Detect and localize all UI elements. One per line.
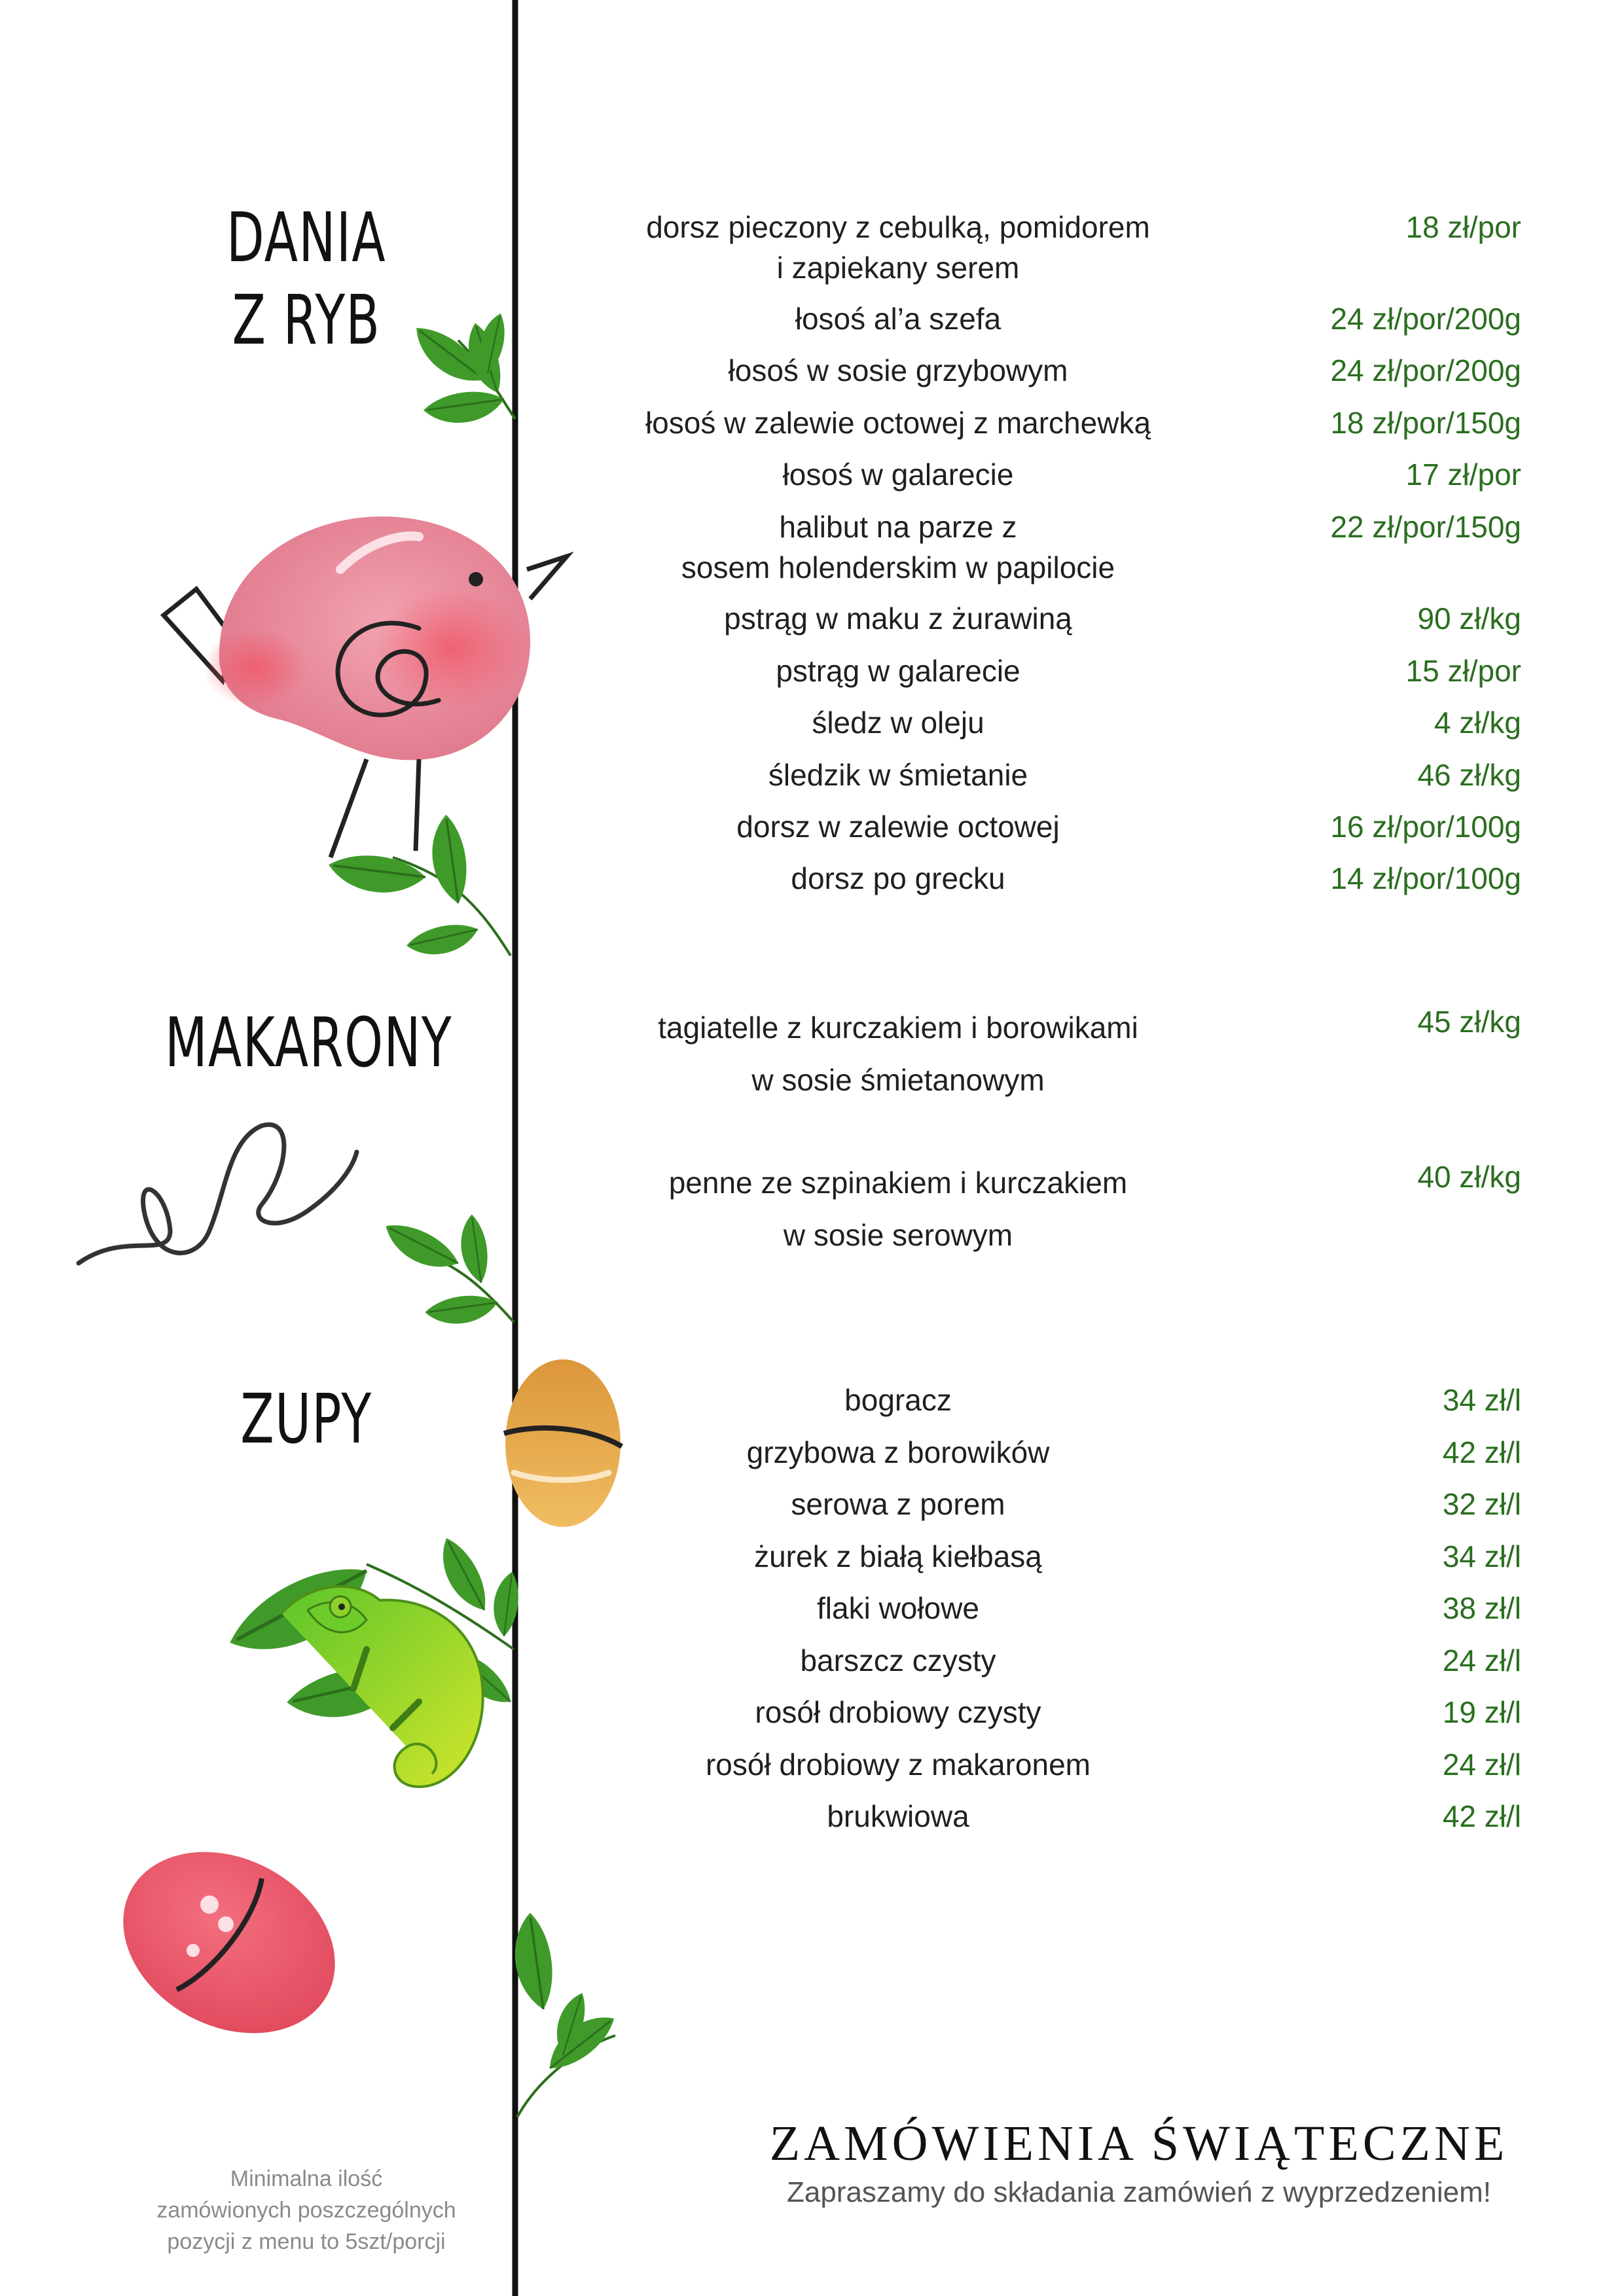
- curly-vine-doodle: [79, 1124, 357, 1263]
- minimum-order-note: [110, 2163, 503, 2257]
- heading-zupy: [110, 1378, 503, 1460]
- holiday-orders-title: ZAMÓWIENIA ŚWIĄTECZNE: [769, 2116, 1509, 2171]
- dish-price: 46 zł/kg: [1417, 758, 1521, 792]
- leaf-sprig-bottom: [511, 1911, 623, 2117]
- heading-line: Z RYB: [232, 280, 381, 360]
- dish-name: brukwiowa: [827, 1799, 969, 1833]
- dish-name-line: i zapiekany serem: [776, 251, 1020, 285]
- dish-price: 19 zł/l: [1442, 1695, 1521, 1729]
- dish-price: 38 zł/l: [1442, 1591, 1521, 1625]
- dish-name: [571, 507, 1225, 588]
- dish-name-line: dorsz pieczony z cebulką, pomidorem: [646, 210, 1150, 244]
- pink-easter-egg: [92, 1816, 367, 2069]
- dish-name: grzybowa z borowików: [746, 1435, 1050, 1469]
- dish-name: pstrąg w galarecie: [776, 654, 1020, 688]
- dish-name: flaki wołowe: [817, 1591, 979, 1625]
- bird-illustration: [164, 516, 567, 857]
- dish-name: [571, 207, 1225, 288]
- leaf-sprig-zupy: [378, 1213, 514, 1327]
- dish-price: 22 zł/por/150g: [1330, 510, 1521, 544]
- dish-name-line: w sosie serowym: [783, 1218, 1013, 1252]
- dish-price: 45 zł/kg: [1417, 1005, 1521, 1039]
- heading-line: DANIA: [226, 198, 387, 278]
- dish-price: 18 zł/por/150g: [1330, 406, 1521, 440]
- dish-price: 15 zł/por: [1405, 654, 1521, 688]
- dish-name-line: halibut na parze z: [779, 510, 1017, 544]
- dish-price: 24 zł/por/200g: [1330, 302, 1521, 336]
- dish-name: łosoś w zalewie octowej z marchewką: [645, 406, 1151, 440]
- dish-price: 42 zł/l: [1442, 1435, 1521, 1469]
- dish-price: 24 zł/l: [1442, 1643, 1521, 1677]
- dish-price: 16 zł/por/100g: [1330, 810, 1521, 844]
- dish-name: [571, 1157, 1225, 1261]
- dish-name: bogracz: [844, 1383, 952, 1417]
- dish-price: 17 zł/por: [1405, 457, 1521, 492]
- dish-name-line: sosem holenderskim w papilocie: [681, 550, 1115, 584]
- dish-name: śledz w oleju: [812, 706, 984, 740]
- dish-name: łosoś al’a szefa: [795, 302, 1001, 336]
- dish-name: rosół drobiowy czysty: [755, 1695, 1041, 1729]
- dish-name-line: tagiatelle z kurczakiem i borowikami: [658, 1011, 1138, 1045]
- dish-price: 34 zł/l: [1442, 1539, 1521, 1573]
- note-line: zamówionych poszczególnych: [156, 2198, 456, 2223]
- dish-name: barszcz czysty: [800, 1643, 996, 1677]
- dish-price: 32 zł/l: [1442, 1487, 1521, 1521]
- dish-name: żurek z białą kiełbasą: [754, 1539, 1042, 1573]
- holiday-orders-subtitle: Zapraszamy do składania zamówień z wyprzedzeniem!: [786, 2176, 1492, 2208]
- note-line: pozycji z menu to 5szt/porcji: [167, 2229, 446, 2254]
- note-line: Minimalna ilość: [230, 2166, 383, 2191]
- dish-name: dorsz w zalewie octowej: [736, 810, 1060, 844]
- dish-price: 14 zł/por/100g: [1330, 861, 1521, 895]
- chameleon-illustration: [219, 1532, 524, 1787]
- heading-dania-z-ryb: [110, 196, 503, 361]
- dish-name-line: penne ze szpinakiem i kurczakiem: [668, 1166, 1128, 1200]
- dish-name: [571, 1001, 1225, 1106]
- dish-name: łosoś w sosie grzybowym: [728, 353, 1068, 387]
- dish-name: śledzik w śmietanie: [768, 758, 1028, 792]
- dish-price: 34 zł/l: [1442, 1383, 1521, 1417]
- dish-name-line: w sosie śmietanowym: [751, 1063, 1045, 1097]
- dish-name: łosoś w galarecie: [782, 457, 1014, 492]
- dish-price: 40 zł/kg: [1417, 1160, 1521, 1194]
- dish-name: dorsz po grecku: [791, 861, 1005, 895]
- heading-makarony: [110, 1001, 503, 1084]
- dish-name: rosół drobiowy z makaronem: [705, 1748, 1091, 1782]
- dish-price: 42 zł/l: [1442, 1799, 1521, 1833]
- dish-name: pstrąg w maku z żurawiną: [724, 601, 1072, 636]
- dish-price: 90 zł/kg: [1417, 601, 1521, 636]
- dish-name: serowa z porem: [791, 1487, 1005, 1521]
- dish-price: 24 zł/por/200g: [1330, 353, 1521, 387]
- dish-price: 24 zł/l: [1442, 1748, 1521, 1782]
- heading-line: MAKARONY: [164, 1003, 453, 1083]
- dish-price: 4 zł/kg: [1434, 706, 1521, 740]
- heading-line: ZUPY: [240, 1379, 372, 1459]
- dish-price: 18 zł/por: [1405, 210, 1521, 244]
